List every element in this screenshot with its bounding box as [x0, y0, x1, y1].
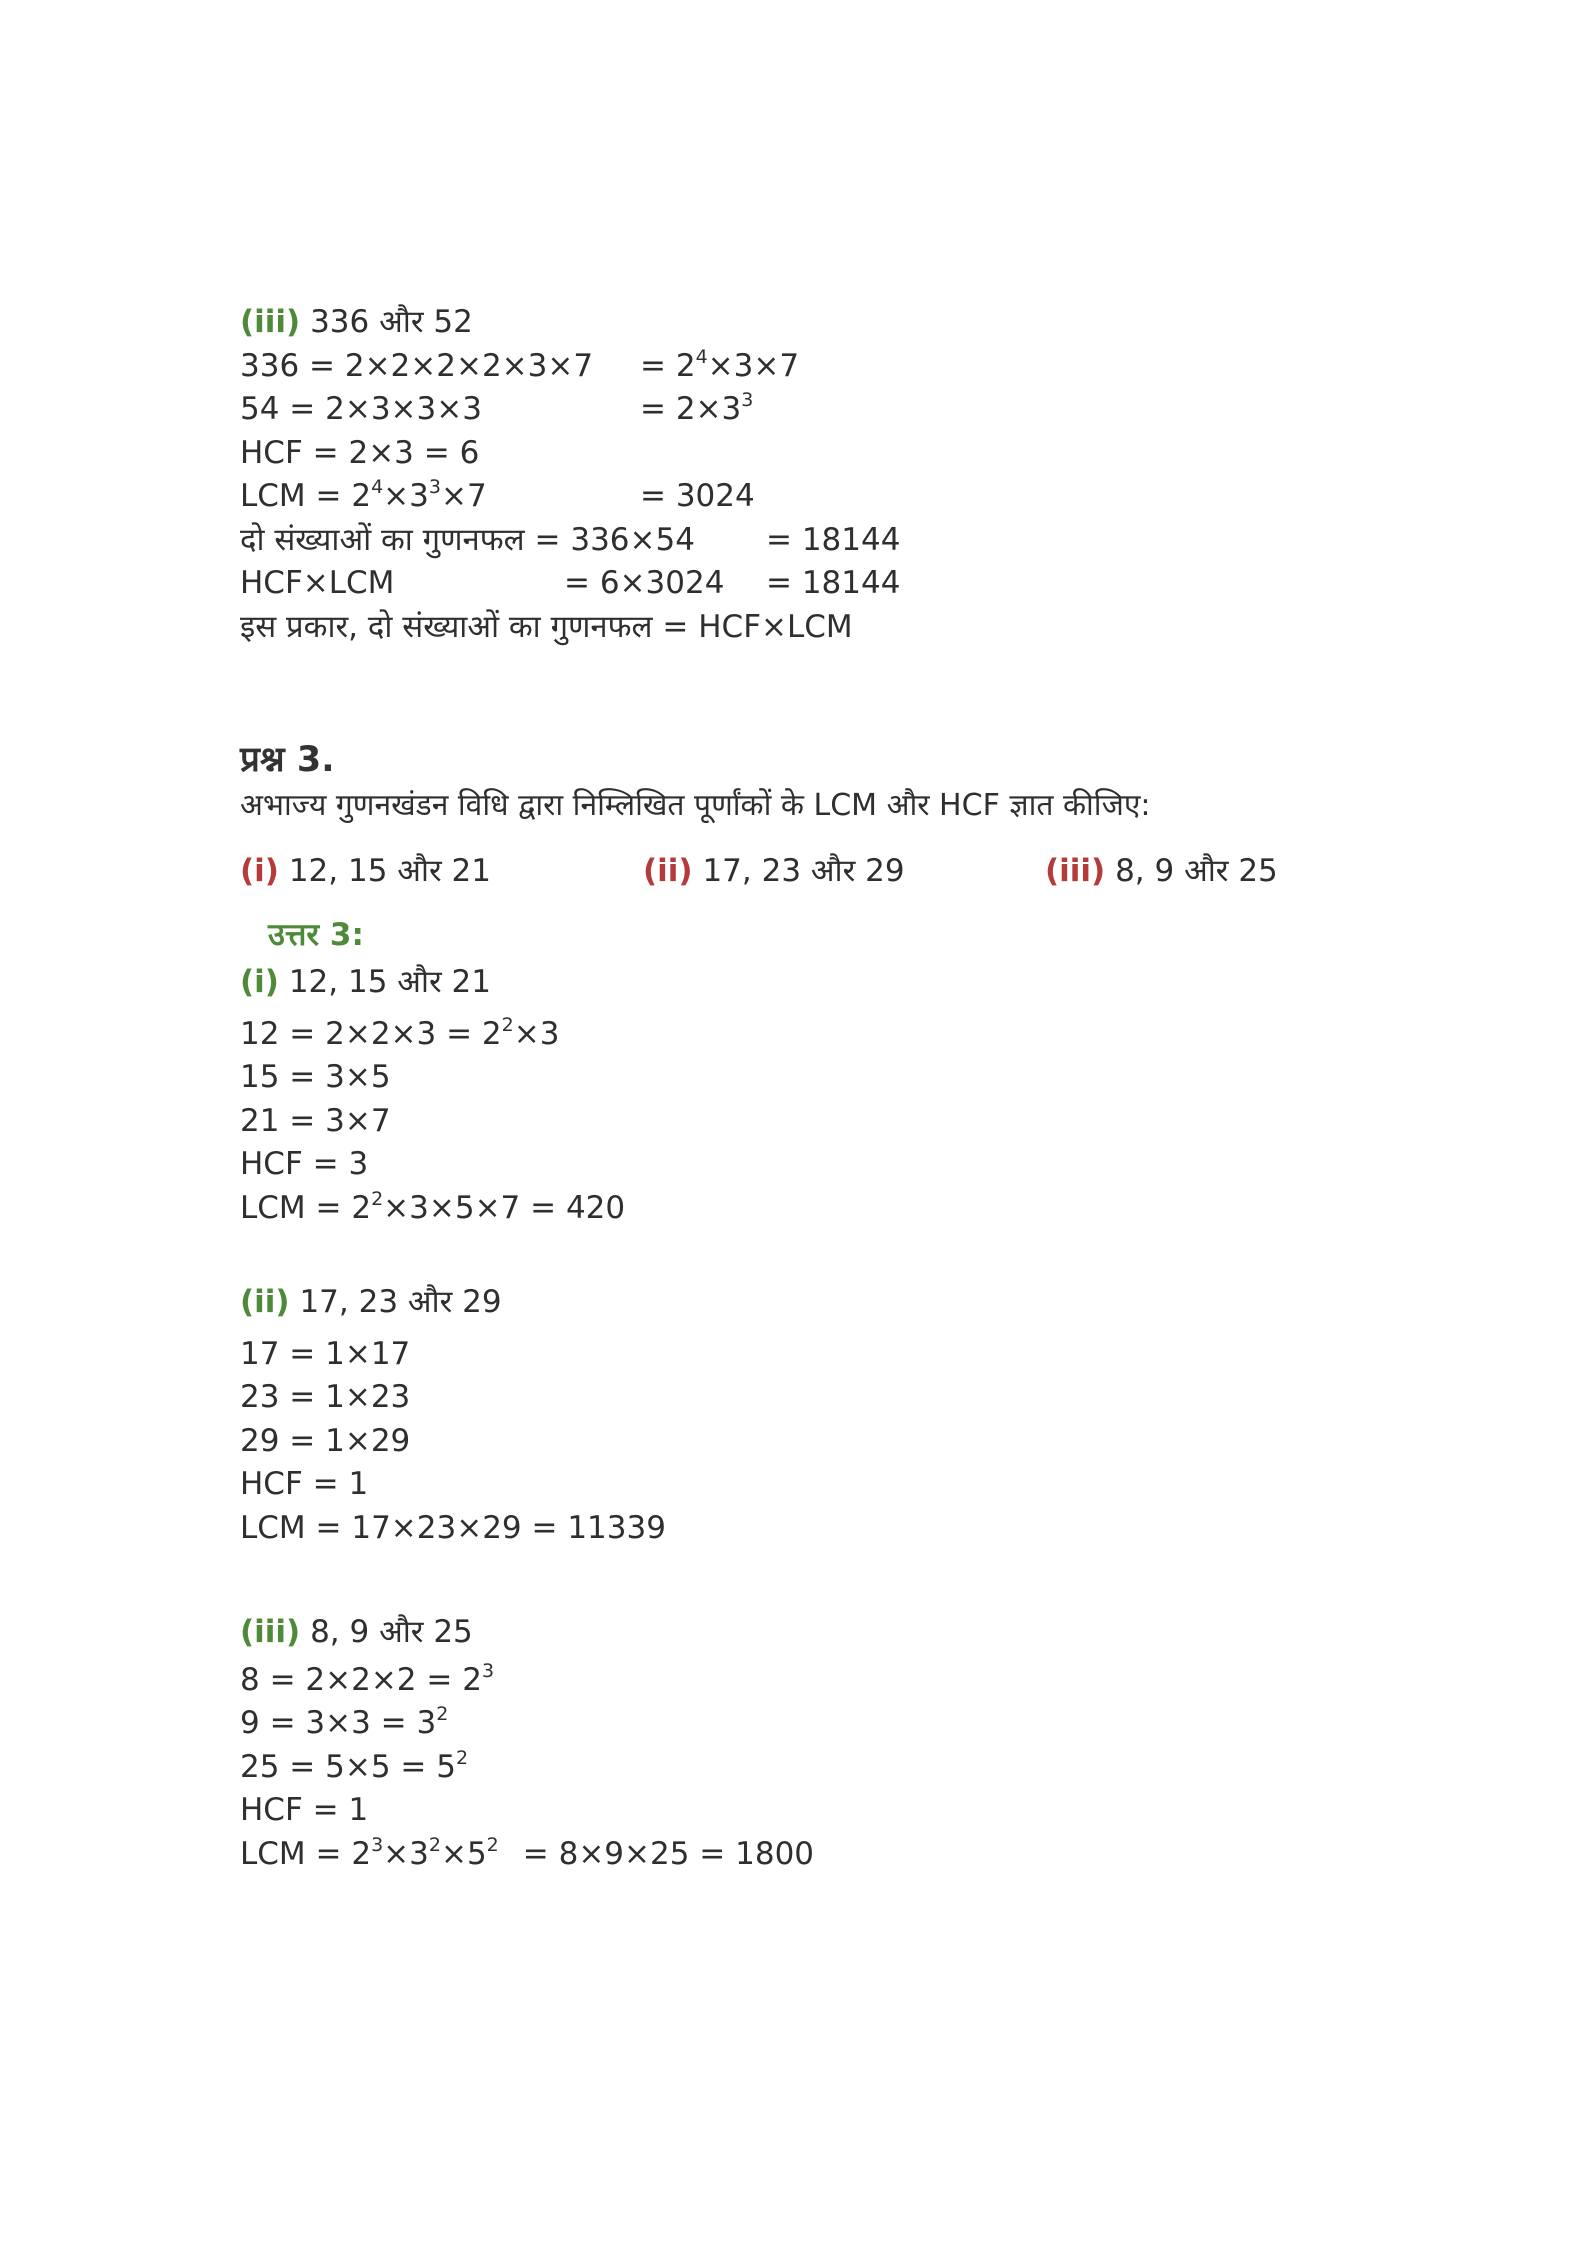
equation-line: 29 = 1×29	[240, 1422, 411, 1459]
lcm-line: LCM = $2^2\times 3\times 5\times 7 = 420$	[240, 1187, 626, 1226]
conclusion-line: इस प्रकार, दो संख्याओं का गुणनफल = HCF×LCM	[240, 608, 853, 645]
question-options	[0, 849, 1572, 893]
hcf-line: HCF = 3	[240, 1146, 369, 1182]
question-3	[240, 736, 1151, 828]
hcf-line: HCF = 2×3 = 6	[240, 434, 480, 471]
option-ii: (ii) 17, 23 और 29	[643, 853, 905, 889]
part-title-text: 8, 9 और 25	[310, 1614, 473, 1650]
part-title	[240, 1281, 666, 1325]
part-label: (iii)	[240, 304, 301, 340]
equation-line: 23 = 1×23	[240, 1379, 411, 1415]
equation-lhs: दो संख्याओं का गुणनफल = 336×54	[240, 521, 695, 558]
equation-line: 15 = 3×5	[240, 1059, 391, 1095]
equation-line: $12 = 2\times 2\times 3 = 2^2\times 3$	[240, 1013, 560, 1052]
equation-line: $25 = 5\times 5 = 5^2$	[240, 1746, 469, 1785]
answer-heading	[268, 914, 364, 958]
equation-line: 21 = 3×7	[240, 1102, 391, 1139]
answer-part-ii	[240, 1281, 666, 1550]
equation-line: $9 = 3\times 3 = 3^2$	[240, 1703, 449, 1741]
part-label: (i)	[240, 964, 279, 1000]
part-title-text: 336 और 52	[310, 304, 473, 340]
part-title-text: 17, 23 और 29	[299, 1284, 502, 1320]
part-title	[240, 1611, 814, 1655]
hcf-line: HCF = 1	[240, 1792, 369, 1828]
equation-rhs: = $2^4\times 3\times 7$	[640, 345, 800, 384]
part-label: (ii)	[240, 1284, 290, 1320]
equation-lhs: 336 = 2×2×2×2×3×7	[240, 347, 594, 384]
hcf-lcm-line	[240, 562, 901, 606]
lcm-line	[240, 475, 853, 519]
part-title	[240, 301, 853, 345]
answer-part-iii	[240, 1611, 814, 1876]
equation-result: = 18144	[766, 521, 901, 558]
equation-line: 17 = 1×17	[240, 1335, 411, 1372]
part-title-text: 12, 15 और 21	[288, 964, 491, 1000]
part-label: (iii)	[240, 1614, 301, 1650]
equation-lhs: HCF×LCM	[240, 565, 395, 601]
answer-heading-text: उत्तर 3:	[268, 917, 364, 953]
hcf-line: HCF = 1	[240, 1466, 369, 1502]
option-iii: (iii) 8, 9 और 25	[1045, 853, 1278, 889]
lcm-line: LCM = 17×23×29 = 11339	[240, 1509, 666, 1546]
equation-lhs: LCM = $2^4\times 3^3\times 7$	[240, 476, 487, 514]
equation-line	[240, 345, 853, 389]
lcm-line: LCM = $2^3\times 3^2\times 5^2 = 8\times 9\times 25 = 1800$	[240, 1833, 815, 1872]
equation-mid: = 6×3024	[564, 565, 725, 601]
answer-part-i	[240, 961, 625, 1230]
product-line	[240, 519, 901, 563]
equation-rhs: = 3024	[640, 478, 755, 514]
option-i: (i) 12, 15 और 21	[240, 853, 491, 889]
part-title	[240, 961, 625, 1005]
part-iii-336-52	[240, 301, 901, 649]
question-text: अभाज्य गुणनखंडन विधि द्वारा निम्लिखित पूर्णांकों के LCM और HCF ज्ञात कीजिए:	[240, 788, 1151, 823]
question-heading: प्रश्न 3.	[240, 740, 335, 780]
equation-lhs: 54 = 2×3×3×3	[240, 391, 482, 427]
equation-rhs: = $2\times 3^3$	[640, 389, 754, 427]
equation-line	[240, 388, 853, 432]
equation-result: = 18144	[766, 565, 901, 601]
equation-line: $8 = 2\times 2\times 2 = 2^3$	[240, 1659, 495, 1698]
